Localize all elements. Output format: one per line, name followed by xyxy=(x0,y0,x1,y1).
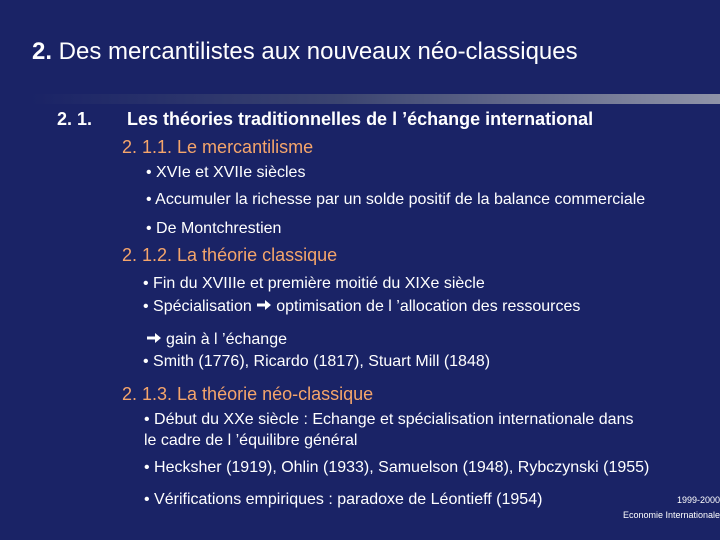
title-divider xyxy=(30,94,720,104)
bullet-text: optimisation de l ’allocation des ressources xyxy=(276,298,581,315)
bullet-text: gain à l ’échange xyxy=(166,331,287,348)
slide-title xyxy=(32,38,578,66)
footer-years: 1999-2000 xyxy=(676,495,720,505)
bullet-item: • Début du XXe siècle : Echange et spécialisation internationale dans xyxy=(144,411,634,428)
section-heading: Les théories traditionnelles de l ’échange international xyxy=(127,109,594,129)
right-arrow-icon xyxy=(256,298,272,312)
bullet-item: • XVIe et XVIIe siècles xyxy=(146,164,306,181)
bullet-item xyxy=(146,331,287,349)
title-number: 2. xyxy=(32,38,53,65)
footer-course: Economie Internationale xyxy=(622,510,720,520)
bullet-item xyxy=(143,298,580,316)
bullet-item: • Smith (1776), Ricardo (1817), Stuart Mill (1848) xyxy=(143,353,491,370)
bullet-item-continuation: le cadre de l ’équilibre général xyxy=(144,432,358,449)
subsection-heading-classique: 2. 1.2. La théorie classique xyxy=(122,245,338,265)
section-number: 2. 1. xyxy=(57,109,93,129)
bullet-item: • De Montchrestien xyxy=(146,220,282,237)
bullet-item: • Vérifications empiriques : paradoxe de Léontieff (1954) xyxy=(144,491,543,508)
bullet-item: • Accumuler la richesse par un solde positif de la balance commerciale xyxy=(146,191,646,208)
right-arrow-icon xyxy=(146,331,162,345)
bullet-text: • Spécialisation xyxy=(143,298,252,315)
bullet-item: • Fin du XVIIIe et première moitié du XIXe siècle xyxy=(143,275,485,292)
bullet-item: • Hecksher (1919), Ohlin (1933), Samuelson (1948), Rybczynski (1955) xyxy=(144,459,650,476)
title-text: Des mercantilistes aux nouveaux néo-classiques xyxy=(52,38,578,65)
subsection-heading-neo-classique: 2. 1.3. La théorie néo-classique xyxy=(122,384,374,404)
subsection-heading-mercantilisme: 2. 1.1. Le mercantilisme xyxy=(122,137,314,157)
